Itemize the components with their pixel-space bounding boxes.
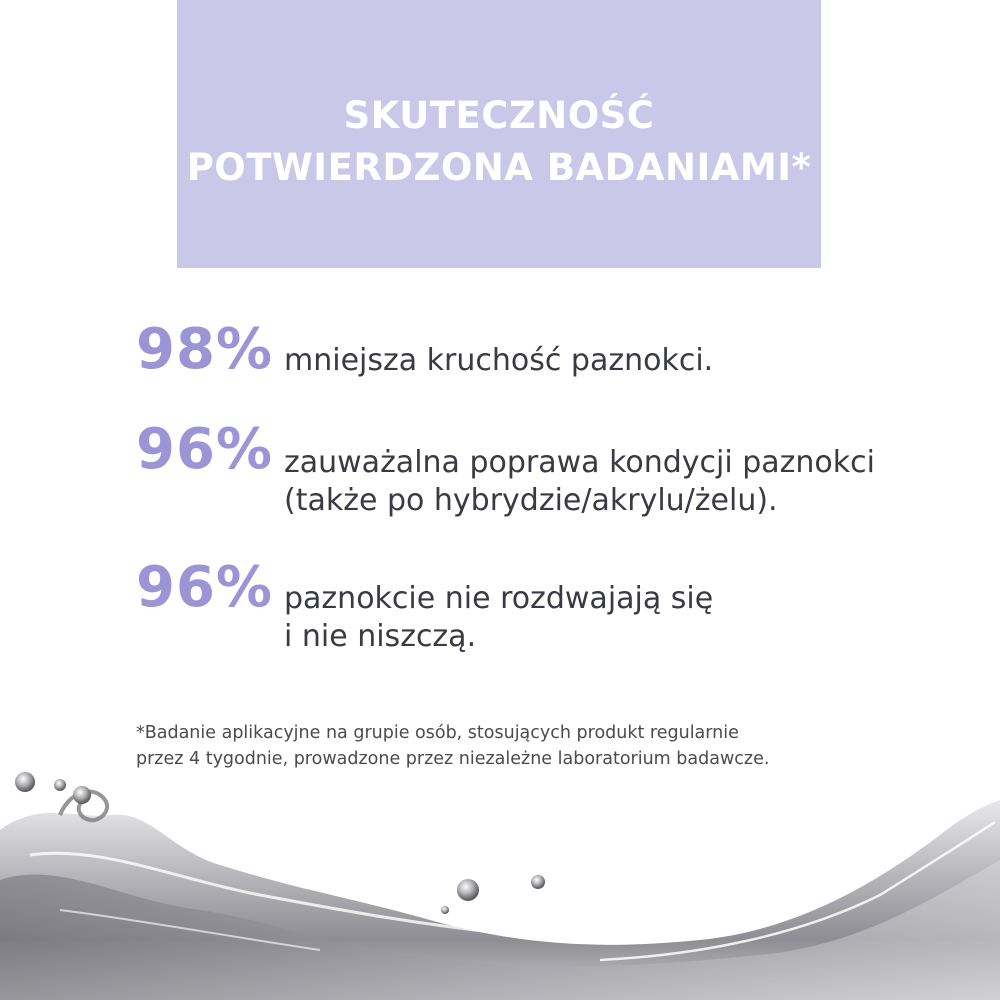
stat-value: 98%	[136, 317, 274, 382]
water-droplet	[54, 779, 66, 791]
water-droplet	[531, 875, 545, 889]
water-droplet	[457, 879, 479, 901]
stat-description	[284, 342, 713, 380]
stat-description-line-1: zauważalna poprawa kondycji paznokci	[284, 445, 875, 480]
stat-value: 96%	[136, 417, 274, 482]
stat-value: 96%	[136, 555, 274, 620]
water-droplet	[73, 786, 91, 804]
stat-description-line-1: mniejsza kruchość paznokci.	[284, 343, 714, 378]
water-droplet	[15, 772, 35, 792]
header-title-line-2: POTWIERDZONA BADANIAMI*	[186, 146, 812, 189]
stat-description-line-2: (także po hybrydzie/akrylu/żelu).	[284, 483, 778, 518]
header-title	[177, 90, 821, 194]
stat-description-line-1: paznokcie nie rozdwajają się	[284, 581, 714, 616]
footnote-line-1: *Badanie aplikacyjne na grupie osób, stosujących produkt regularnie	[136, 723, 739, 743]
water-splash-decoration	[0, 760, 1000, 1000]
footnote-line-2: przez 4 tygodnie, prowadzone przez niezależne laboratorium badawcze.	[136, 749, 770, 769]
header-title-line-1: SKUTECZNOŚĆ	[343, 94, 655, 137]
stat-description-line-2: i nie niszczą.	[284, 619, 477, 654]
water-droplet	[441, 906, 449, 914]
stat-description	[284, 444, 875, 520]
stat-description	[284, 580, 713, 656]
header-banner	[177, 0, 821, 268]
